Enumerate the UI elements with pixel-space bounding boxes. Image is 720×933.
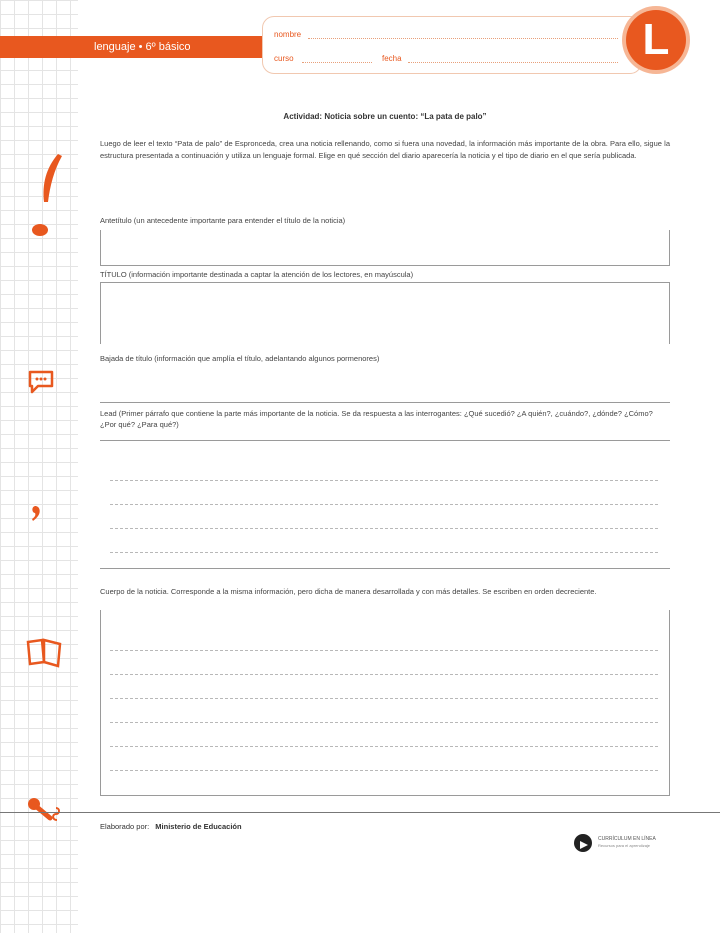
name-label: nombre (274, 30, 302, 39)
activity-title: Actividad: Noticia sobre un cuento: “La pata de palo” (283, 112, 487, 121)
antetitulo-box[interactable] (100, 230, 670, 266)
lead-line[interactable] (110, 504, 658, 505)
lead-bottom-rule (100, 568, 670, 569)
cuerpo-line[interactable] (110, 722, 658, 723)
lead-top-rule (100, 440, 670, 441)
bajada-label: Bajada de título (información que amplía el título, adelantando algunos pormenores) (100, 354, 380, 363)
course-field[interactable] (302, 62, 372, 63)
footer-rule (0, 812, 720, 813)
logo-title: CURRÍCULUM EN LÍNEA (598, 836, 656, 842)
lead-line[interactable] (110, 480, 658, 481)
cuerpo-line[interactable] (110, 674, 658, 675)
comma-icon (30, 504, 44, 529)
date-field[interactable] (408, 62, 618, 63)
student-info-box (262, 16, 642, 74)
name-field[interactable] (308, 38, 618, 39)
titulo-label: TÍTULO (información importante destinada a captar la atención de los lectores, en mayúscula) (100, 270, 414, 279)
curriculum-logo[interactable] (574, 832, 684, 854)
cuerpo-line[interactable] (110, 650, 658, 651)
lead-line[interactable] (110, 528, 658, 529)
open-book-icon (24, 636, 64, 673)
activity-intro: Luego de leer el texto “Pata de palo” de Espronceda, crea una noticia rellenando, como si fuera una novedad, la información más importante de la obra. Para ello, sigue la estructura presentada a continuación y utiliza un lenguaje formal. Elige en qué sección del diario aparecería la noticia y el tipo de diario en el que sería publicada. (100, 139, 670, 160)
bajada-rule[interactable] (100, 402, 670, 403)
lead-line[interactable] (110, 552, 658, 553)
subject-band (0, 36, 262, 58)
cuerpo-label: Cuerpo de la noticia. Corresponde a la misma información, pero dicha de manera desarrollada y con más detalles. Se escriben en orden decreciente. (100, 587, 597, 596)
antetitulo-label: Antetítulo (un antecedente importante para entender el título de la noticia) (100, 216, 346, 225)
subject-label: lenguaje • 6º básico (94, 41, 191, 53)
feather-pen-icon (28, 150, 68, 245)
student-info-frame (262, 16, 642, 74)
subject-badge: L (626, 10, 686, 70)
microphone-icon (24, 796, 70, 835)
footer-prefix: Elaborado por: (100, 822, 150, 831)
course-label: curso (274, 54, 294, 63)
titulo-box[interactable] (100, 282, 670, 344)
speech-bubble-icon (26, 366, 56, 401)
footer-credit (100, 822, 242, 831)
play-logo-icon (574, 834, 592, 852)
cuerpo-line[interactable] (110, 770, 658, 771)
cuerpo-line[interactable] (110, 698, 658, 699)
grid-margin (0, 0, 78, 933)
date-label: fecha (382, 54, 402, 63)
footer-author: Ministerio de Educación (155, 822, 242, 831)
cuerpo-box[interactable] (100, 610, 670, 796)
logo-subtitle: Recursos para el aprendizaje (598, 843, 651, 848)
cuerpo-line[interactable] (110, 746, 658, 747)
lead-label: Lead (Primer párrafo que contiene la parte más importante de la noticia. Se da respuesta a las interrogantes: ¿Qué sucedió? ¿A quién?, ¿cuándo?, ¿dónde? ¿Cómo? ¿Por qué? ¿Para qué?) (100, 409, 653, 429)
